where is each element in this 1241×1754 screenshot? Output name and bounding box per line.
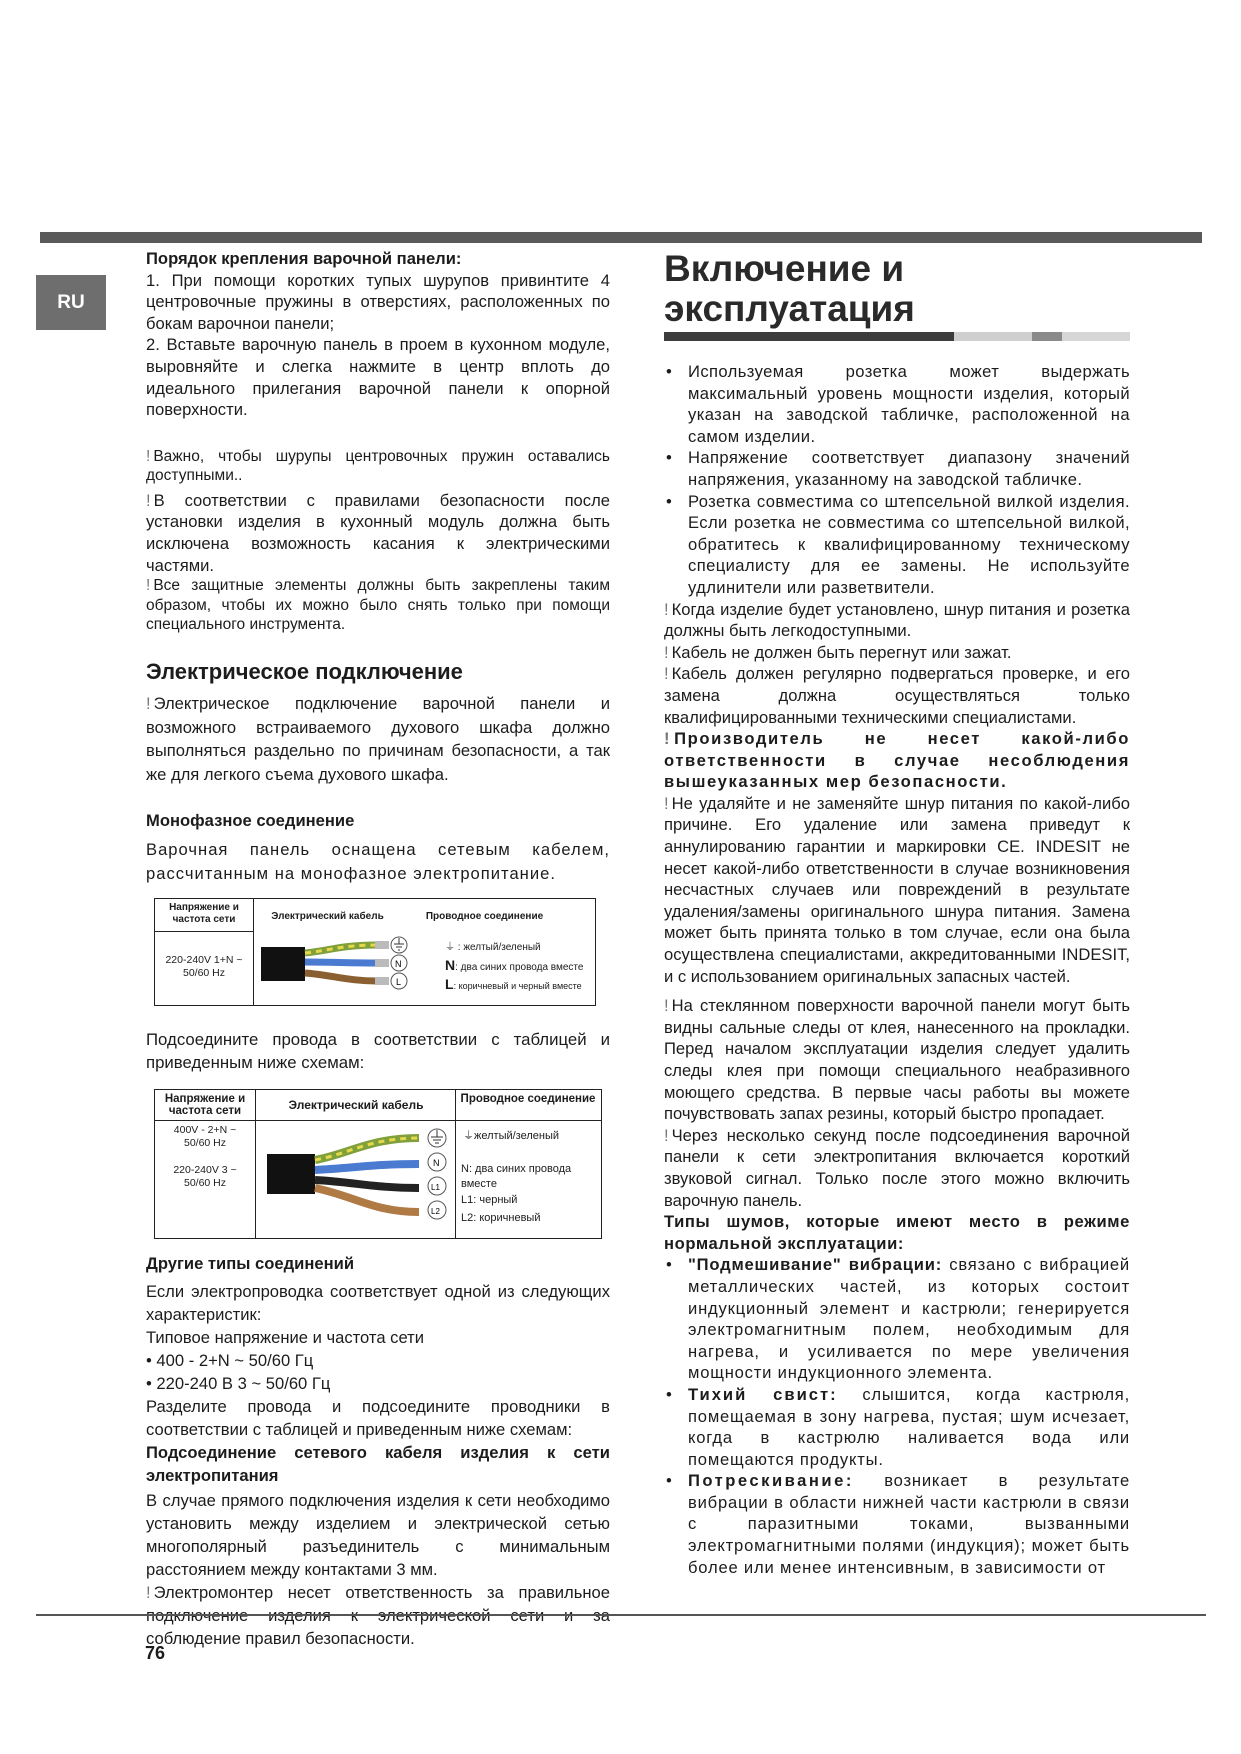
neutral-label: N: два синих провода вместе [461, 1162, 572, 1190]
warning-note: ! Важно, чтобы шурупы центровочных пружин оставались доступными.. [146, 447, 610, 485]
other-paragraph: Разделите провода и подсоедините проводники в соответствии с таблицей и приведенным ниже схемам: [146, 1397, 610, 1440]
network-paragraph: В случае прямого подключения изделия к сети необходимо установить между изделием и электрической сетью многополярный разъединитель с минимальным расстоянием между контактами 3 мм. [146, 1491, 610, 1580]
warning-icon: ! [664, 599, 669, 619]
list-item: • Тихий свист: слышится, когда кастрюля, помещаемая в зону нагрева, пустая; шум исчезает, когда в кастрюлю наливается вода или помещаются продукты. [664, 1384, 1130, 1470]
list-item: • "Подмешивание" вибрации: связано с вибрацией металлических частей, из которых состоит индукционный элемент и кастрюли; генерируется электромагнитным полем, необходимым для нагрева, и усиливается по мере увеличения мощности индукционного элемента. [664, 1254, 1130, 1384]
warning-icon: ! [664, 729, 672, 749]
wiring-table-monophase [154, 898, 596, 1006]
other-heading: Другие типы соединений [146, 1253, 355, 1273]
cable-diagram [259, 1124, 455, 1236]
warning-icon: ! [664, 1125, 669, 1145]
electrical-paragraph: ! Электрическое подключение варочной панели и возможного встраиваемого духового шкафа должно выполняться раздельно по причинам безопасности, а так же для легкого съема духового шкафа. [146, 694, 610, 784]
mono-heading: Монофазное соединение [146, 811, 355, 831]
warning-note: ! Кабель должен регулярно подвергаться проверке, и его замена должна осуществляться только квалифицированными техническими специалистами. [664, 664, 1130, 727]
voltage-value: 220-240V 1+N ~ 50/60 Hz [165, 953, 243, 979]
mount-step-2: 2. Вставьте варочную панель в проем в кухонном модуле, выровняйте и слегка нажмите в центр вплоть до идеального прилегания варочной панели к опорной поверхности. [146, 335, 610, 420]
l2-label: L2: коричневый [461, 1211, 541, 1224]
warning-icon: ! [146, 577, 151, 595]
mount-title: Порядок крепления варочной панели: [146, 249, 462, 268]
section-title-line2: эксплуатация [664, 288, 915, 329]
line-label: L: коричневый и черный вместе [445, 975, 582, 992]
connect-paragraph: Подсоедините провода в соответствии с таблицей и приведенным ниже схемам: [146, 1029, 610, 1073]
table-header-connection: Проводное соединение [425, 910, 544, 922]
network-heading: Подсоединение сетевого кабеля изделия к сети электропитания [146, 1443, 610, 1486]
ground-label: ⏚ : желтый/зеленый [445, 941, 541, 953]
warning-icon: ! [664, 793, 669, 813]
warning-note: ! Электромонтер несет ответственность за правильное соблюдение правил безопасности. [146, 1583, 610, 1649]
warning-note: ! Через несколько секунд после подсоединения варочной панели к сети электропитания включается короткий звуковой сигнал. Только после этого можно включить варочную панель. [664, 1125, 1130, 1210]
l1-label: L1: черный [461, 1193, 518, 1206]
electrical-heading: Электрическое подключение [146, 658, 463, 684]
list-item: • Напряжение соответствует диапазону значений напряжения, указанному на заводской табличке. [664, 447, 1130, 490]
top-rule [40, 232, 1202, 243]
list-item: • Потрескивание: возникает в результате вибрации в области нижней части кастрюли в связи с паразитными токами, вызванными электромагнитными полями (индукция); может быть более или менее интенсивным, в зависимости от [664, 1470, 1130, 1578]
svg-text:L: L [396, 976, 402, 987]
warning-note: ! В соответствии с правилами безопасности после установки изделия в кухонный модуль должна быть исключена возможность касания к электрическими частями. [146, 490, 610, 575]
ground-label: ⏚желтый/зеленый [463, 1129, 560, 1142]
other-paragraph: • 400 - 2+N ~ 50/60 Гц [146, 1351, 314, 1371]
page-number: 76 [145, 1643, 166, 1663]
mono-paragraph: Варочная панель оснащена сетевым кабелем, рассчитанным на монофазное электропитание. [146, 839, 610, 883]
warning-note: ! Все защитные элементы должны быть закреплены таким образом, чтобы их можно было снять только при помощи специального инструмента. [146, 577, 610, 634]
list-item: • Розетка совместима со штепсельной вилкой изделия. Если розетка не совместима со штепсельной вилкой, обратитесь к квалифицированному техническому специалисту для ее замены. Не используйте удлинители или разветвители. [664, 491, 1130, 599]
other-paragraph: Если электропроводка соответствует одной из следующих характеристик: [146, 1282, 610, 1325]
left-column [146, 248, 610, 1650]
noise-list [664, 1254, 1130, 1578]
warning-note: ! Не удаляйте и не заменяйте шнур питания по какой-либо причине. Его удаление или замена приведут к аннулированию гарантии и маркировки CE. INDESIT не несет какой-либо ответственности в случае возникновения несчастных случаев или повреждений в результате удаления/замены оригинального шнура питания. Замена может быть принята только в том случае, если она была осуществлена специалистами, аккредитованными INDESIT, и с использованием оригинальных запасных частей. [664, 793, 1130, 986]
ground-icon: ⏚ [445, 941, 455, 953]
table-header-cable: Электрический кабель [271, 910, 384, 922]
svg-text:N: N [433, 1157, 440, 1168]
voltage-value-a: 400V - 2+N ~ 50/60 Hz [173, 1123, 237, 1149]
neutral-label: N: два синих провода вместе [445, 956, 584, 973]
noise-heading: Типы шумов, которые имеют место в режиме нормальной эксплуатации: [664, 1212, 1130, 1253]
section-title-line1: Включение и [664, 248, 905, 289]
warning-icon: ! [664, 996, 669, 1016]
table-header-voltage: Напряжение и частота сети [169, 901, 239, 925]
warning-icon: ! [146, 447, 151, 465]
other-paragraph: • 220-240 В 3 ~ 50/60 Гц [146, 1374, 331, 1394]
voltage-value-b: 220-240V 3 ~ 50/60 Hz [173, 1163, 237, 1189]
warning-note: ! Когда изделие будет установлено, шнур питания и розетка должны быть легкодоступными. [664, 599, 1130, 641]
ground-icon: ⏚ [463, 1129, 474, 1142]
warning-icon: ! [146, 490, 151, 510]
table-header-voltage: Напряжение и частота сети [164, 1092, 246, 1117]
warning-icon: ! [146, 694, 151, 714]
other-paragraph: Типовое напряжение и частота сети [146, 1328, 425, 1348]
warning-icon: ! [664, 642, 669, 662]
wiring-table-threephase [154, 1089, 602, 1239]
requirements-list [664, 361, 1130, 599]
warning-note: ! Кабель не должен быть перегнут или зажат. [664, 642, 1012, 662]
warning-note: ! На стеклянном поверхности варочной панели могут быть видны сальные следы от клея, нанесенного на прокладки. Перед началом эксплуатации изделия следует удалить следы клея при помощи специального неабразивного моющего средства. В первые часы работы вы можете почувствовать запах резины, который быстро пропадает. [664, 996, 1130, 1124]
cable-diagram [257, 935, 427, 1003]
mount-step-1: 1. При помощи коротких тупых шурупов привинтите 4 центровочные пружины в отверстиях, расположенных по бокам варочнои панели; [146, 270, 610, 333]
list-item: • Используемая розетка может выдержать максимальный уровень мощности изделия, который указан на заводской табличке, расположенной на самом изделии. [664, 361, 1130, 447]
title-underline [664, 332, 1130, 341]
language-tab: RU [36, 275, 106, 330]
table-header-cable: Электрический кабель [288, 1097, 424, 1112]
warning-icon: ! [146, 1583, 151, 1603]
warning-icon: ! [664, 664, 669, 684]
warning-note: ! Производитель не несет какой-либо ответственности в случае несоблюдения вышеуказанных мер безопасности. [664, 729, 1130, 792]
right-column [664, 248, 1130, 1578]
svg-text:L1: L1 [431, 1182, 440, 1192]
svg-text:N: N [395, 958, 402, 969]
table-header-connection: Проводное соединение [460, 1092, 596, 1105]
svg-text:L2: L2 [431, 1206, 440, 1216]
bottom-rule [36, 1614, 1206, 1616]
